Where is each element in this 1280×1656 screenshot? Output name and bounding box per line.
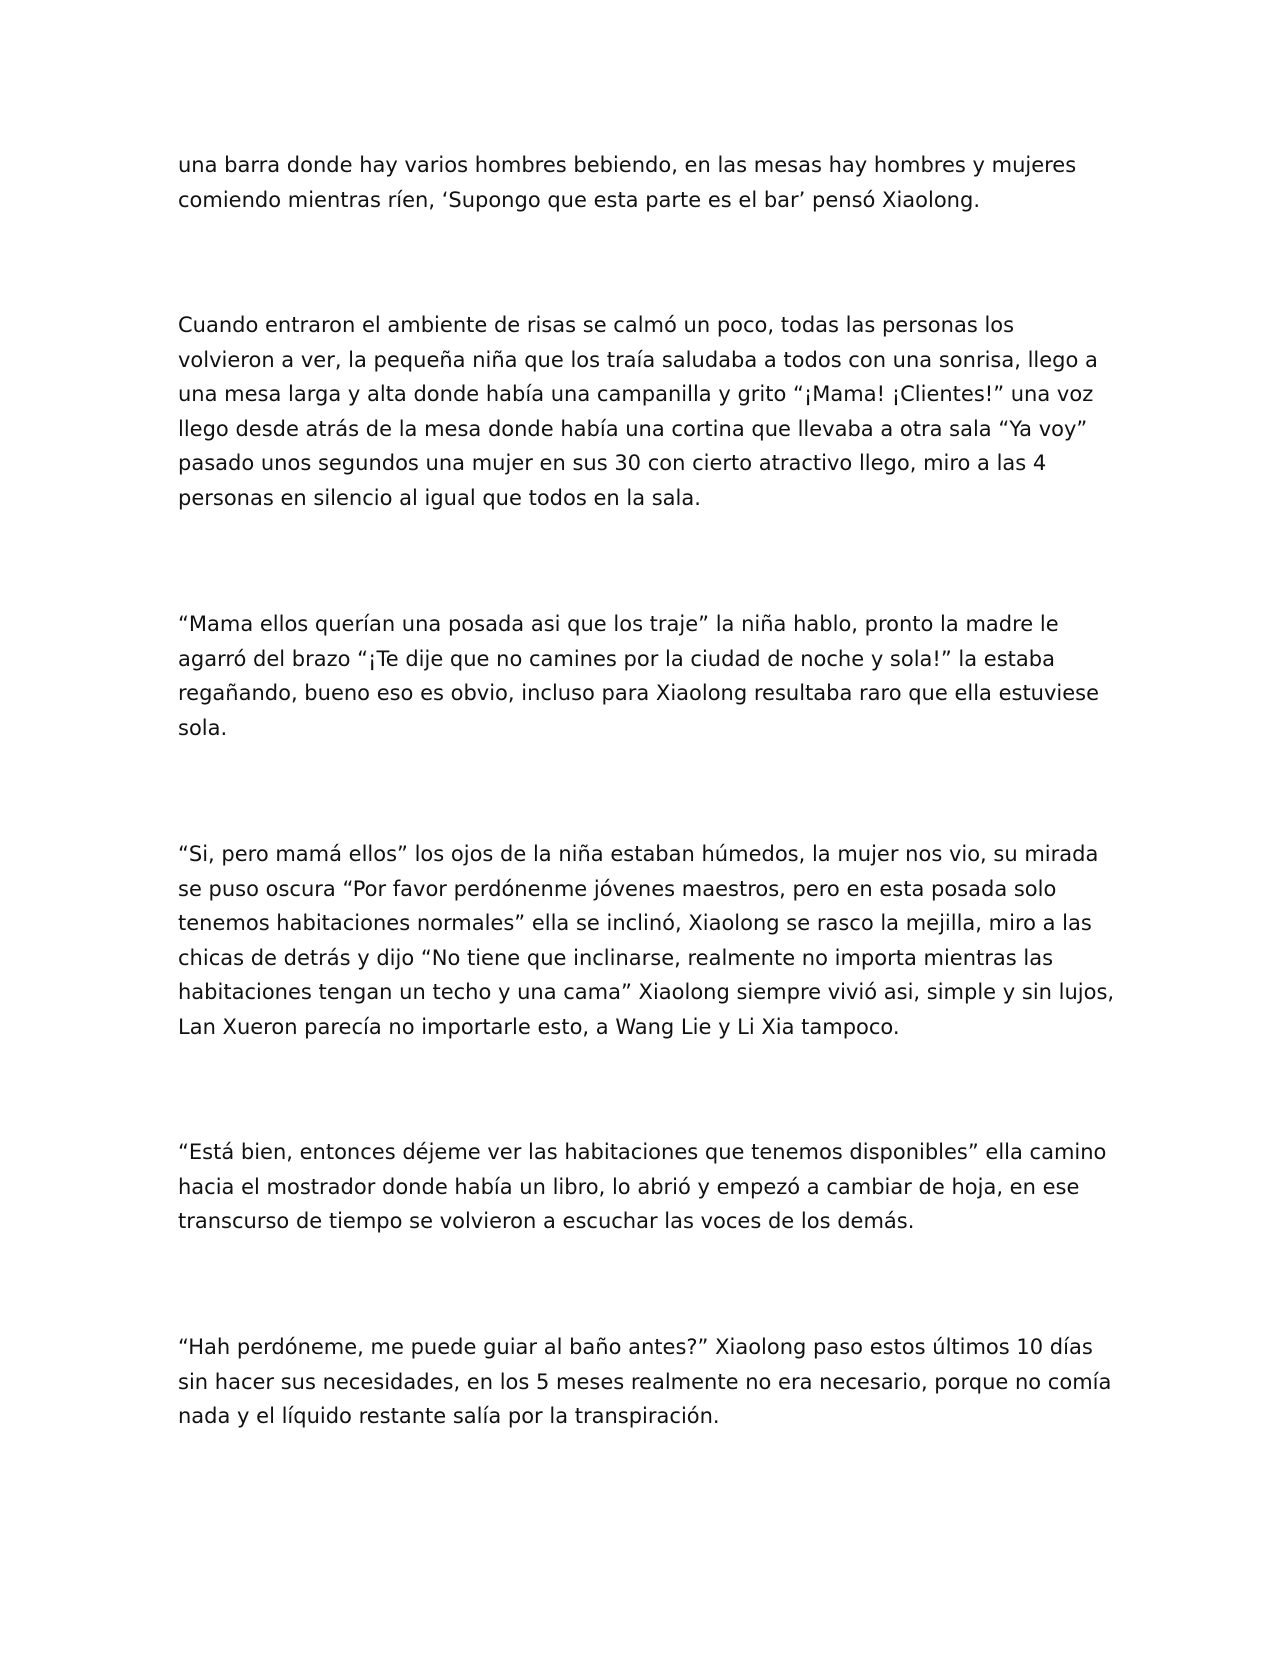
text-line: Lan Xueron parecía no importarle esto, a Wang Lie y Li Xia tampoco. xyxy=(178,1014,900,1039)
text-line: pasado unos segundos una mujer en sus 30 con cierto atractivo llego, miro a las 4 xyxy=(178,451,1047,475)
text-line: personas en silencio al igual que todos en la sala. xyxy=(178,485,701,510)
text-line: agarró del brazo “¡Te dije que no camines por la ciudad de noche y sola!” la estaba xyxy=(178,646,1055,671)
text-line: transcurso de tiempo se volvieron a escuchar las voces de los demás. xyxy=(178,1209,915,1233)
paragraph xyxy=(178,148,1076,217)
text-line: Cuando entraron el ambiente de risas se calmó un poco, todas las personas los xyxy=(178,313,1015,337)
text-line: sin hacer sus necesidades, en los 5 meses realmente no era necesario, porque no comía xyxy=(178,1369,1112,1394)
text-line: habitaciones tengan un techo y una cama” Xiaolong siempre vivió asi, simple y sin lujos, xyxy=(178,980,1115,1004)
text-line: hacia el mostrador donde había un libro, lo abrió y empezó a cambiar de hoja, en ese xyxy=(178,1174,1080,1199)
text-line: chicas de detrás y dijo “No tiene que inclinarse, realmente no importa mientras las xyxy=(178,945,1054,970)
text-line: “Mama ellos querían una posada asi que los traje” la niña hablo, pronto la madre le xyxy=(178,612,1059,636)
text-line: “Si, pero mamá ellos” los ojos de la niña estaban húmedos, la mujer nos vio, su mirada xyxy=(178,842,1099,866)
text-line: “Hah perdóneme, me puede guiar al baño antes?” Xiaolong paso estos últimos 10 días xyxy=(178,1335,1093,1359)
text-line: tenemos habitaciones normales” ella se inclinó, Xiaolong se rasco la mejilla, miro a las xyxy=(178,911,1092,935)
text-line: se puso oscura “Por favor perdónenme jóvenes maestros, pero en esta posada solo xyxy=(178,876,1057,901)
text-line: “Está bien, entonces déjeme ver las habitaciones que tenemos disponibles” ella camino xyxy=(178,1140,1107,1164)
text-line: una mesa larga y alta donde había una campanilla y grito “¡Mama! ¡Clientes!” una voz xyxy=(178,382,1094,406)
text-line: regañando, bueno eso es obvio, incluso para Xiaolong resultaba raro que ella estuviese xyxy=(178,681,1100,705)
text-line: llego desde atrás de la mesa donde había una cortina que llevaba a otra sala “Ya voy” xyxy=(178,416,1088,441)
paragraph xyxy=(178,308,1098,515)
text-line: nada y el líquido restante salía por la transpiración. xyxy=(178,1404,720,1428)
paragraph xyxy=(178,1330,1111,1434)
paragraph xyxy=(178,607,1099,745)
paragraph xyxy=(178,837,1114,1044)
text-line: una barra donde hay varios hombres bebiendo, en las mesas hay hombres y mujeres xyxy=(178,153,1077,177)
paragraph xyxy=(178,1135,1106,1239)
text-line: sola. xyxy=(178,715,228,740)
text-line: volvieron a ver, la pequeña niña que los traía saludaba a todos con una sonrisa, llego a xyxy=(178,347,1098,372)
text-line: comiendo mientras ríen, ‘Supongo que esta parte es el bar’ pensó Xiaolong. xyxy=(178,187,980,212)
